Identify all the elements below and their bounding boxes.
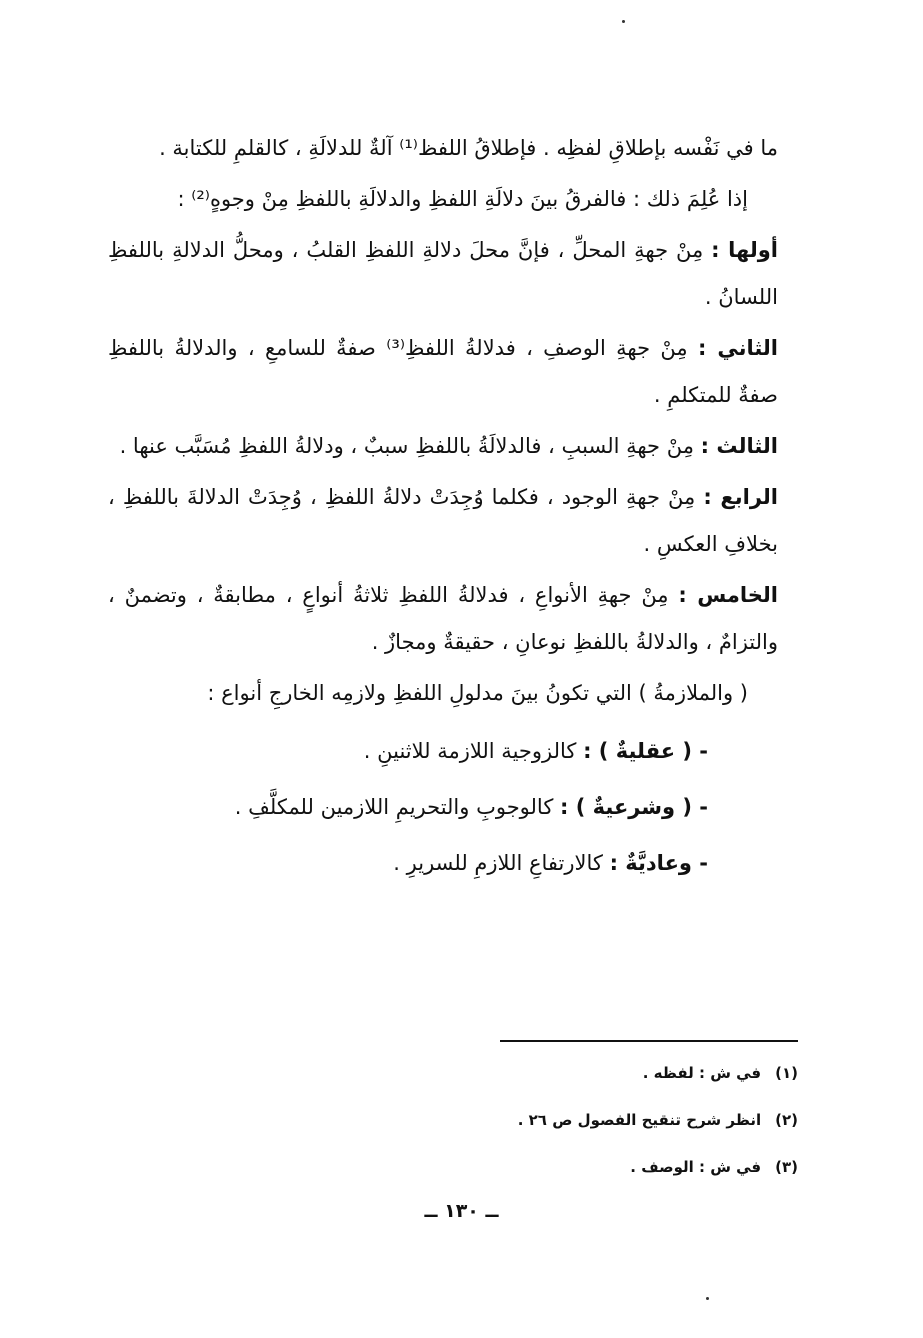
list-item [108, 723, 778, 779]
footnotes [378, 1063, 798, 1204]
paragraph-second [108, 325, 778, 419]
footnote-text: في ش : الوصف . [630, 1158, 762, 1176]
paragraph-lead: الرابع : [703, 485, 778, 509]
paragraph-text: ما في نَفْسه بإطلاقِ لفظِه . فإطلاقُ اللفظ⁽¹⁾ آلةٌ للدلالَةِ ، كالقلمِ للكتابة . [159, 136, 778, 160]
paragraph-text: مِنْ جهةِ الوصفِ ، فدلالةُ اللفظِ⁽³⁾ صفةٌ للسامعِ ، والدلالةُ باللفظِ صفةٌ للمتكلمِ . [108, 336, 778, 407]
footnote-number: (٢) [775, 1111, 798, 1129]
list-item-text: كالزوجية اللازمة للاثنينِ . [363, 739, 584, 763]
main-text [108, 125, 778, 891]
paragraph-text: ( والملازمةُ ) التي تكونُ بينَ مدلولِ اللفظِ ولازمِه الخارجِ أنواع : [207, 681, 748, 705]
footnote-text: انظر شرح تنقيح الفصول ص ٢٦ . [517, 1111, 762, 1129]
list-item [108, 779, 778, 835]
paragraph-intro [108, 125, 778, 172]
paragraph-lead: الثالث : [700, 434, 778, 458]
footnote [378, 1063, 798, 1083]
footnote [378, 1157, 798, 1177]
paragraph-concomitance [108, 670, 778, 717]
footnote [378, 1110, 798, 1130]
list-item-kind: - ( عقليةٌ ) : [583, 739, 708, 763]
footnote-text: في ش : لفظه . [642, 1064, 762, 1082]
paragraph-differences [108, 176, 778, 223]
footnote-separator [500, 1040, 798, 1042]
page-number: ــ ١٣٠ ــ [424, 1200, 499, 1222]
paragraph-lead: أولها : [711, 238, 778, 262]
paragraph-third [108, 423, 778, 470]
paragraph-first [108, 227, 778, 321]
paragraph-text: مِنْ جهةِ المحلِّ ، فإنَّ محلَ دلالةِ اللفظِ القلبُ ، ومحلُّ الدلالةِ باللفظِ اللسانُ . [108, 238, 778, 309]
list-item-kind: - وعاديَّةٌ : [609, 851, 708, 875]
paragraph-fifth [108, 572, 778, 666]
footnote-number: (٣) [775, 1158, 798, 1176]
scan-speck [622, 20, 625, 23]
list-item-text: كالارتفاعِ اللازمِ للسريرِ . [393, 851, 610, 875]
paragraph-fourth [108, 474, 778, 568]
paragraph-lead: الخامس : [678, 583, 778, 607]
paragraph-text: مِنْ جهةِ الأنواعِ ، فدلالةُ اللفظِ ثلاثةُ أنواعٍ ، مطابقةٌ ، وتضمنٌ ، والتزامٌ ، والدلالةُ باللفظِ نوعانِ ، حقيقةٌ ومجازٌ . [108, 583, 778, 654]
paragraph-text: مِنْ جهةِ الوجود ، فكلما وُجِدَتْ دلالةُ اللفظِ ، وُجِدَتْ الدلالةَ باللفظِ ، بخلافِ العكسِ . [108, 485, 778, 556]
list-item-kind: - ( وشرعيةٌ ) : [560, 795, 708, 819]
list-item [108, 835, 778, 891]
scan-speck [706, 1297, 709, 1300]
footnote-number: (١) [775, 1064, 798, 1082]
paragraph-text: مِنْ جهةِ السببِ ، فالدلالَةُ باللفظِ سببٌ ، ودلالةُ اللفظِ مُسَبَّب عنها . [119, 434, 701, 458]
list-item-text: كالوجوبِ والتحريمِ اللازمين للمكلَّفِ . [234, 795, 561, 819]
concomitance-types-list [108, 723, 778, 891]
paragraph-text: إذا عُلِمَ ذلك : فالفرقُ بينَ دلالَةِ اللفظِ والدلالَةِ باللفظِ مِنْ وجوهٍ⁽²⁾ : [177, 187, 748, 211]
paragraph-lead: الثاني : [697, 336, 779, 360]
